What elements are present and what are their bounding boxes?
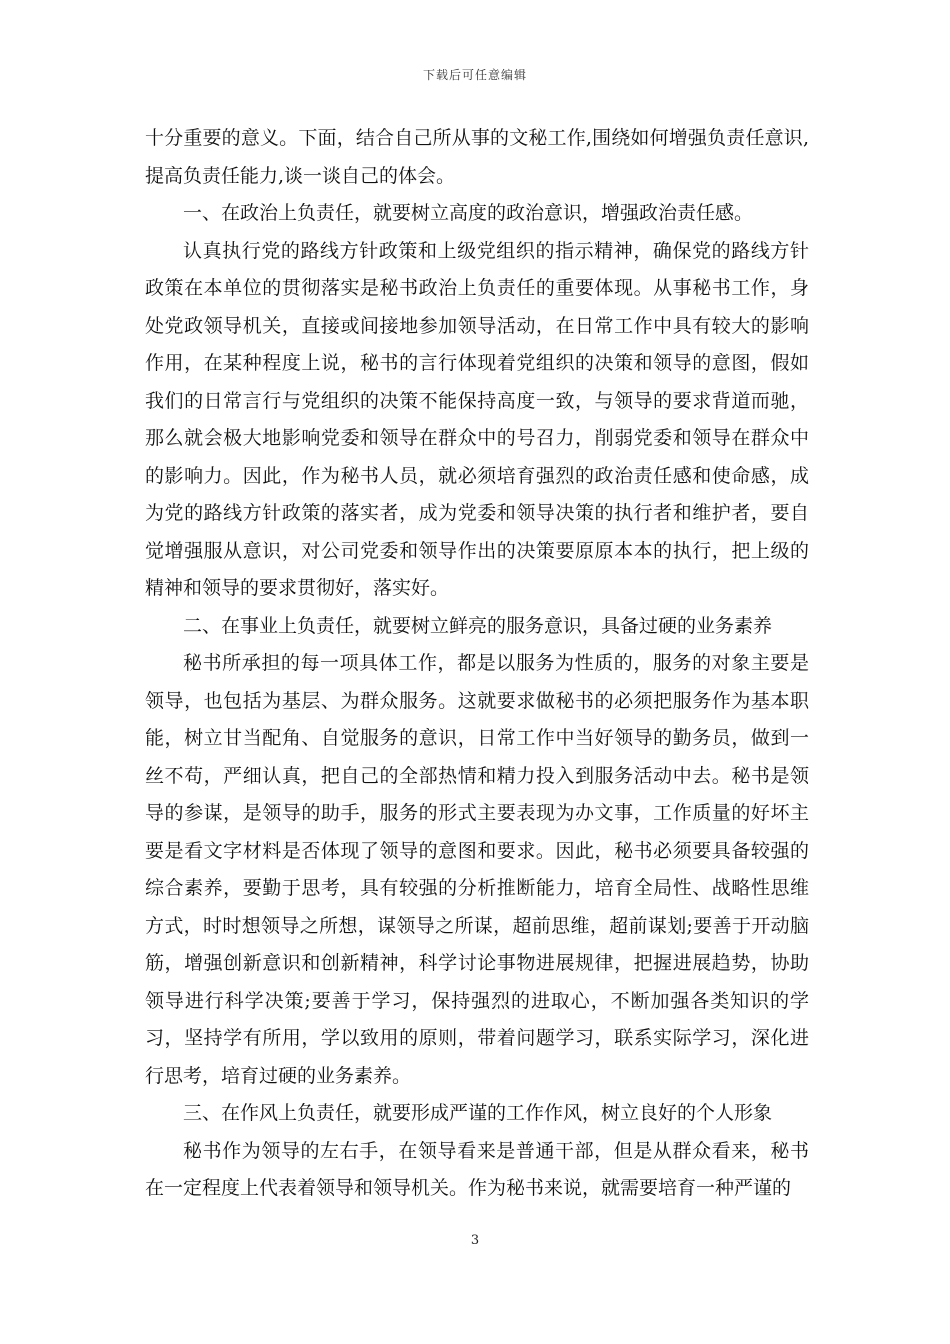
paragraph-continuation: 十分重要的意义。下面，结合自己所从事的文秘工作,围绕如何增强负责任意识,提高负责任能力,谈一谈自己的体会。 bbox=[145, 127, 809, 187]
section-heading-1: 一、在政治上负责任，就要树立高度的政治意识，增强政治责任感。 bbox=[183, 202, 754, 224]
page-header: 下载后可任意编辑 bbox=[422, 68, 527, 82]
section-heading-2: 二、在事业上负责任，就要树立鲜亮的服务意识，具备过硬的业务素养 bbox=[183, 614, 773, 637]
paragraph-section-2: 秘书所承担的每一项具体工作，都是以服务为性质的，服务的对象主要是领导，也包括为基层、为群众服务。这就要求做秘书的必须把服务作为基本职能，树立甘当配角、自觉服务的意识，日常工作中当好领导的勤务员，做到一丝不苟，严细认真，把自己的全部热情和精力投入到服务活动中去。秘书是领导的参谋，是领导的助手，服务的形式主要表现为办文事，工作质量的好坏主要是看文字材料是否体现了领导的意图和要求。因此，秘书必须要具备较强的综合素养，要勤于思考，具有较强的分析推断能力，培育全局性、战略性思维方式，时时想领导之所想，谋领导之所谋，超前思维，超前谋划;要善于开动脑筋，增强创新意识和创新精神，科学讨论事物进展规律，把握进展趋势，协助领导进行科学决策;要善于学习，保持强烈的进取心，不断加强各类知识的学习，坚持学有所用，学以致用的原则，带着问题学习，联系实际学习，深化进行思考，培育过硬的业务素养。 bbox=[145, 652, 809, 1087]
section-heading-3: 三、在作风上负责任，就要形成严谨的工作作风，树立良好的个人形象 bbox=[183, 1102, 773, 1124]
paragraph-section-3: 秘书作为领导的左右手，在领导看来是普通干部，但是从群众看来，秘书在一定程度上代表着领导和领导机关。作为秘书来说，就需要培育一种严谨的 bbox=[145, 1139, 809, 1199]
paragraph-section-1: 认真执行党的路线方针政策和上级党组织的指示精神，确保党的路线方针政策在本单位的贯彻落实是秘书政治上负责任的重要体现。从事秘书工作，身处党政领导机关，直接或间接地参加领导活动，在日常工作中具有较大的影响作用，在某种程度上说，秘书的言行体现着党组织的决策和领导的意图，假如我们的日常言行与党组织的决策不能保持高度一致，与领导的要求背道而驰，那么就会极大地影响党委和领导在群众中的号召力，削弱党委和领导在群众中的影响力。因此，作为秘书人员，就必须培育强烈的政治责任感和使命感，成为党的路线方针政策的落实者，成为党委和领导决策的执行者和维护者，要自觉增强服从意识，对公司党委和领导作出的决策要原原本本的执行，把上级的精神和领导的要求贯彻好，落实好。 bbox=[145, 239, 809, 599]
page-number: 3 bbox=[470, 1233, 480, 1248]
document-body bbox=[145, 120, 809, 1208]
